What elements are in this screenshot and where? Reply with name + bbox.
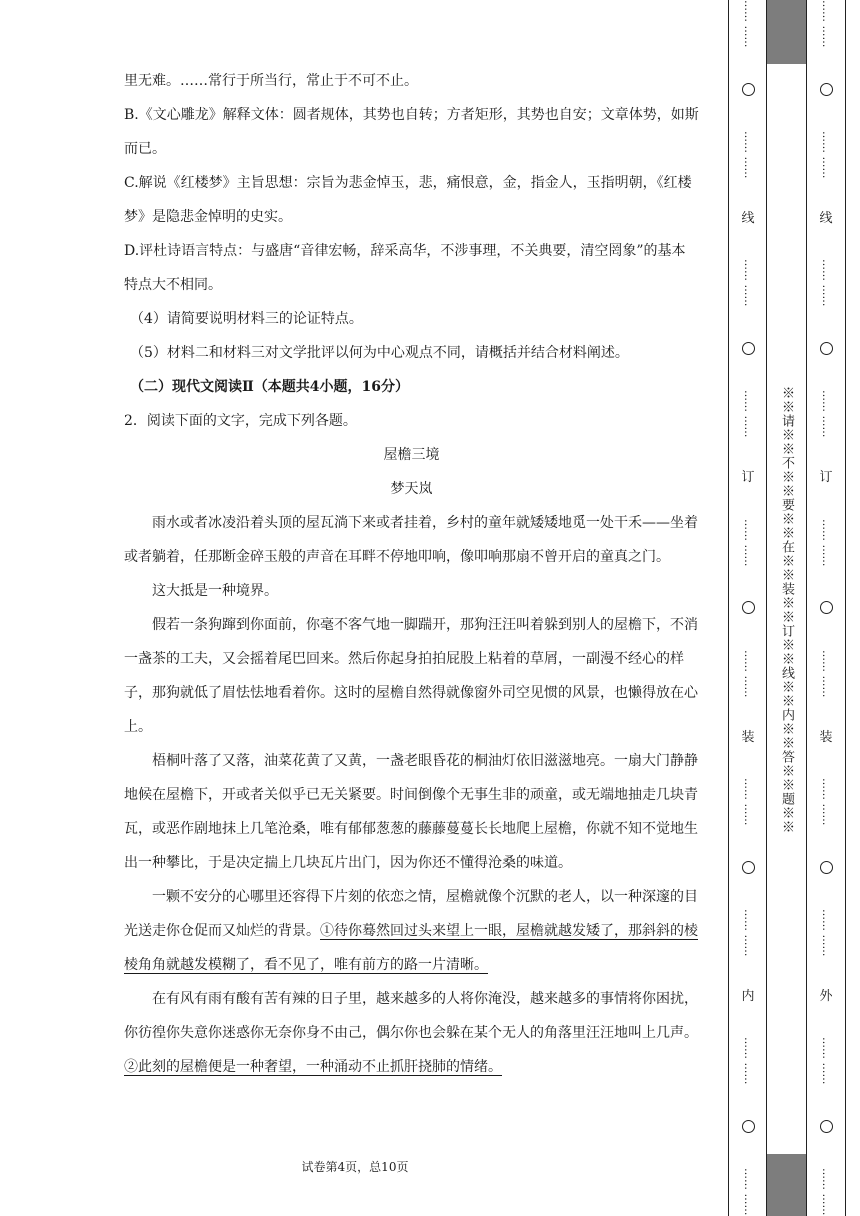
binding-line <box>806 0 807 1216</box>
option-b: B.《文心雕龙》解释文体：圆者规体，其势也自转；方者矩形，其势也自安；文章体势，如斯而已。 <box>124 107 699 157</box>
paragraph <box>124 880 699 982</box>
paragraph: 这大抵是一种境界。 <box>152 583 278 599</box>
circle-icon <box>742 601 755 614</box>
article-title: 屋檐三境 <box>383 447 440 463</box>
paragraph <box>124 982 699 1084</box>
binding-line <box>845 0 846 1216</box>
circle-icon <box>820 1120 833 1133</box>
sub-question-5: （5）材料二和材料三对文学批评以何为中心观点不同，请概括并结合材料阐述。 <box>130 345 629 361</box>
option-c: C.解说《红楼梦》主旨思想：宗旨为悲金悼玉，悲，痛恨意，金，指金人，玉指明朝，《红楼梦》是隐悲金悼明的史实。 <box>124 175 692 225</box>
binding-column-inner: …… …… …… …… 线 …… …… …… …… 订 …… …… …… …… 装 …… …… …… …… 内 …… …… …… …… <box>741 0 755 1216</box>
binding-label: 装 <box>741 729 755 745</box>
paragraph: 雨水或者冰凌沿着头顶的屋瓦淌下来或者挂着，乡村的童年就矮矮地觅一处干禾——坐着或者躺着，任那断金碎玉般的声音在耳畔不停地叩响，像叩响那扇不曾开启的童真之门。 <box>124 515 698 565</box>
binding-line <box>728 0 729 1216</box>
question-prompt: 2．阅读下面的文字，完成下列各题。 <box>124 413 357 429</box>
article-author: 梦天岚 <box>390 481 433 497</box>
page-footer: 试卷第4页，总10页 <box>301 1160 409 1174</box>
sub-question-4: （4）请简要说明材料三的论证特点。 <box>130 311 363 327</box>
binding-label: 订 <box>819 470 833 486</box>
binding-label: 线 <box>741 210 755 226</box>
binding-gray-block <box>767 0 806 64</box>
circle-icon <box>742 1120 755 1133</box>
binding-line <box>766 0 767 1216</box>
paragraph-text: 在有风有雨有酸有苦有辣的日子里，越来越多的人将你淹没，越来越多的事情将你困扰，你彷徨你失意你迷惑你无奈你身不由己，偶尔你也会躲在某个无人的角落里汪汪地叫上几声。 <box>124 991 698 1041</box>
binding-label: 装 <box>819 729 833 745</box>
circle-icon <box>742 83 755 96</box>
text-line: 里无难。……常行于所当行，常止于不可不止。 <box>124 73 418 89</box>
binding-label: 订 <box>741 470 755 486</box>
binding-column-outer: …… …… …… …… 线 …… …… …… …… 订 …… …… …… …… 装 …… …… …… …… 外 …… …… …… …… <box>819 0 833 1216</box>
binding-label: 外 <box>819 988 833 1004</box>
binding-label: 线 <box>819 210 833 226</box>
document-body <box>124 64 699 1084</box>
paragraph-text: 一颗不安分的心哪里还容得下片刻的依恋之情，屋檐就像个沉默的老人，以一种深邃的目光送走你仓促而又灿烂的背景。 <box>124 889 698 939</box>
binding-notice: ※※请※※不※※要※※在※※装※※订※※线※※内※※答※※题※※ <box>779 386 794 834</box>
circle-icon <box>820 601 833 614</box>
circle-icon <box>820 861 833 874</box>
paragraph: 假若一条狗蹿到你面前，你毫不客气地一脚踹开，那狗汪汪叫着躲到别人的屋檐下，不消一盏茶的工夫，又会摇着尾巴回来。然后你起身拍拍屁股上粘着的草屑，一副漫不经心的样子，那狗就低了眉怯怯地看着你。这时的屋檐自然得就像窗外司空见惯的风景，也懒得放在心上。 <box>124 617 698 735</box>
underlined-sentence-2: ②此刻的屋檐便是一种奢望，一种涌动不止抓肝挠肺的情绪。 <box>124 1059 502 1075</box>
circle-icon <box>742 342 755 355</box>
binding-gray-block <box>767 1154 806 1216</box>
circle-icon <box>820 83 833 96</box>
paragraph: 梧桐叶落了又落，油菜花黄了又黄，一盏老眼昏花的桐油灯依旧滋滋地亮。一扇大门静静地候在屋檐下，开或者关似乎已无关紧要。时间倒像个无事生非的顽童，或无端地抽走几块青瓦，或恶作剧地抹上几笔沧桑，唯有郁郁葱葱的藤藤蔓蔓长长地爬上屋檐，你就不知不觉地生出一种攀比，于是决定揣上几块瓦片出门，因为你还不懂得沧桑的味道。 <box>124 753 698 871</box>
section-title: （二）现代文阅读Ⅱ（本题共4小题，16分） <box>130 379 410 395</box>
underlined-sentence-1: ①待你蓦然回过头来望上一眼，屋檐就越发矮了，那斜斜的棱棱角角就越发模糊了，看不见了，唯有前方的路一片清晰。 <box>124 923 698 973</box>
circle-icon <box>742 861 755 874</box>
binding-label: 内 <box>741 988 755 1004</box>
option-d: D.评杜诗语言特点：与盛唐“音律宏畅，辞采高华，不涉事理，不关典要，清空罔象”的基本特点大不相同。 <box>124 243 686 293</box>
circle-icon <box>820 342 833 355</box>
